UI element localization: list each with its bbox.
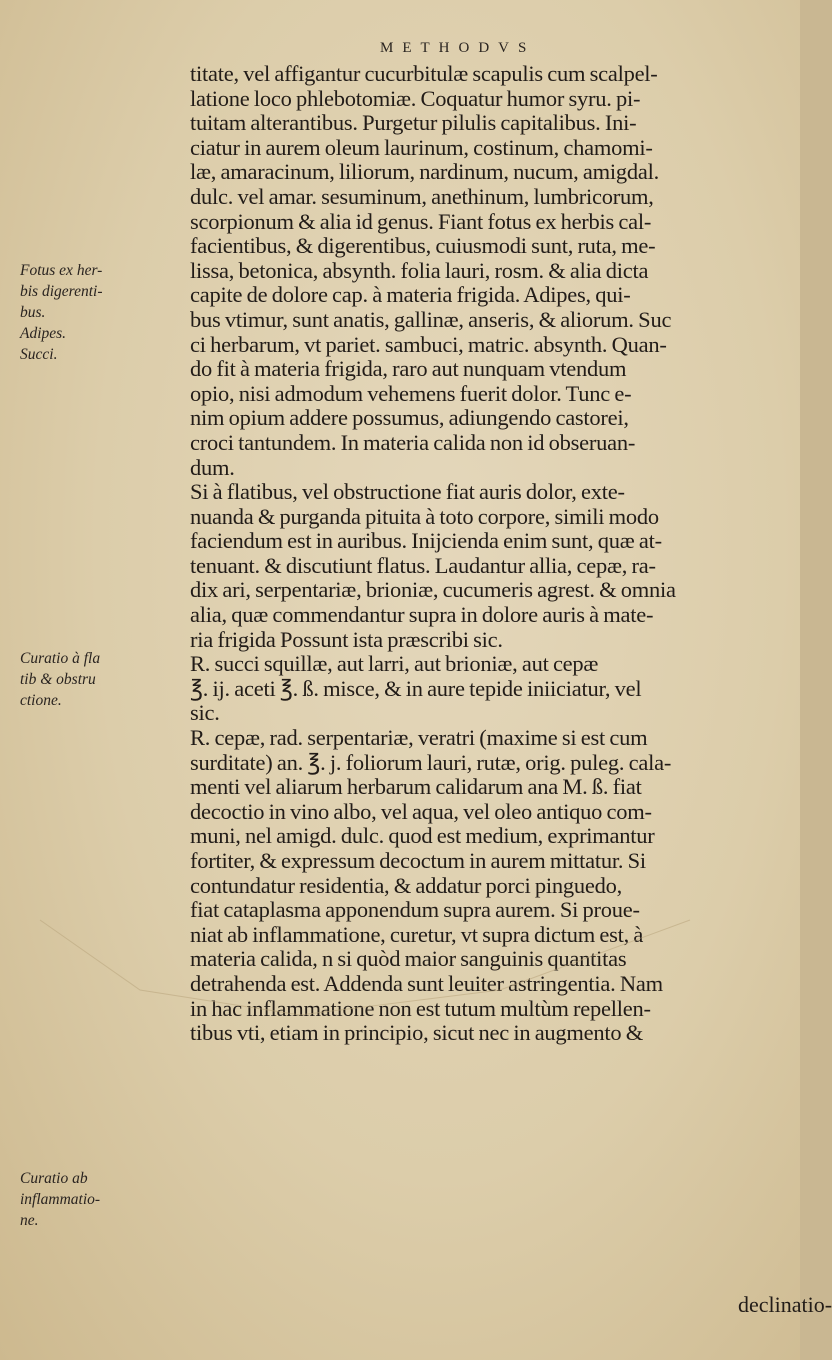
margin-note-line: Succi.	[20, 346, 58, 363]
margin-note-line: tib & obstru	[20, 671, 96, 688]
margin-note-line: inflammatio-	[20, 1191, 101, 1208]
text-line: fortiter, & expressum decoctum in aurem mittatur. Si	[190, 848, 646, 873]
text-line: menti vel aliarum herbarum calidarum ana M. ß. fiat	[190, 774, 642, 800]
body-text	[190, 62, 802, 1046]
text-line: niat ab inflammatione, curetur, vt supra dictum est, à	[190, 921, 644, 947]
running-title: METHODVS	[380, 40, 536, 56]
text-line: tibus vti, etiam in principio, sicut nec in augmento &	[190, 1020, 644, 1046]
text-line: ci herbarum, vt pariet. sambuci, matric. absynth. Quan-	[190, 331, 667, 357]
text-line: do fit à materia frigida, raro aut nunquam vtendum	[190, 356, 627, 382]
text-line: scorpionum & alia id genus. Fiant fotus ex herbis cal-	[190, 208, 652, 234]
text-line: in hac inflammatione non est tutum multùm repellen-	[190, 995, 651, 1021]
margin-note-line: bis digerenti-	[20, 283, 103, 300]
margin-note-line: Curatio à fla	[20, 650, 101, 667]
text-line: R. succi squillæ, aut larri, aut brioniæ, aut cepæ	[190, 651, 599, 677]
margin-note-line: ne.	[20, 1212, 39, 1229]
catchword: declinatio-	[738, 1292, 832, 1317]
text-line: surditate) an. ℥. j. foliorum lauri, rutæ, orig. puleg. cala-	[190, 749, 672, 775]
margin-note-line: bus.	[20, 304, 46, 321]
text-line: tuitam alterantibus. Purgetur pilulis capitalibus. Ini-	[190, 110, 637, 136]
text-line: capite de dolore cap. à materia frigida. Adipes, qui-	[190, 282, 631, 308]
margin-note-fotus	[20, 260, 103, 365]
text-line: læ, amaracinum, liliorum, nardinum, nucum, amigdal.	[190, 159, 660, 185]
margin-note-curatio-inflammatione	[20, 1168, 100, 1231]
margin-note-line: Fotus ex her-	[20, 262, 103, 279]
text-line: ria frigida Possunt ista præscribi sic.	[190, 626, 503, 652]
text-line: faciendum est in auribus. Inijcienda enim sunt, quæ at-	[190, 528, 662, 554]
text-line: tenuant. & discutiunt flatus. Laudantur allia, cepæ, ra-	[190, 552, 656, 578]
text-line: muni, nel amigd. dulc. quod est medium, exprimantur	[190, 823, 655, 849]
text-line: alia, quæ commendantur supra in dolore auris à mate-	[190, 602, 654, 628]
text-line: ℥. ij. aceti ℥. ß. misce, & in aure tepide iniiciatur, vel	[190, 675, 642, 701]
text-line: latione loco phlebotomiæ. Coquatur humor syru. pi-	[190, 85, 641, 111]
margin-note-curatio-flatibus	[20, 648, 100, 711]
text-line: dix ari, serpentariæ, brioniæ, cucumeris agrest. & omnia	[190, 577, 676, 603]
text-line: dulc. vel amar. sesuminum, anethinum, lumbricorum,	[190, 183, 654, 209]
text-line: opio, nisi admodum vehemens fuerit dolor. Tunc e-	[190, 380, 632, 406]
text-line: croci tantundem. In materia calida non id obseruan-	[190, 429, 636, 455]
margin-note-line: ctione.	[20, 692, 62, 709]
text-line: materia calida, n si quòd maior sanguinis quantitas	[190, 946, 627, 972]
text-line: fiat cataplasma apponendum supra aurem. Si proue-	[190, 897, 640, 923]
text-line: lissa, betonica, absynth. folia lauri, rosm. & alia dicta	[190, 257, 649, 283]
text-line: bus vtimur, sunt anatis, gallinæ, anseris, & aliorum. Suc	[190, 306, 672, 332]
text-line: dum.	[190, 454, 235, 480]
text-line: nuanda & purganda pituita à toto corpore, simili modo	[190, 503, 659, 529]
margin-note-line: Adipes.	[20, 325, 67, 342]
text-line: ciatur in aurem oleum laurinum, costinum, chamomi-	[190, 134, 653, 160]
text-line: decoctio in vino albo, vel aqua, vel oleo antiquo com-	[190, 798, 652, 824]
text-line: nim opium addere possumus, adiungendo castorei,	[190, 405, 629, 431]
margin-note-line: Curatio ab	[20, 1170, 88, 1187]
text-line: sic.	[190, 700, 220, 726]
text-line: contundatur residentia, & addatur porci pinguedo,	[190, 872, 622, 898]
text-line: R. cepæ, rad. serpentariæ, veratri (maxime si est cum	[190, 725, 648, 751]
text-line: Si à flatibus, vel obstructione fiat auris dolor, exte-	[190, 479, 625, 505]
text-line: titate, vel affigantur cucurbitulæ scapulis cum scalpel-	[190, 61, 658, 86]
text-line: detrahenda est. Addenda sunt leuiter astringentia. Nam	[190, 970, 663, 996]
text-line: facientibus, & digerentibus, cuiusmodi sunt, ruta, me-	[190, 233, 656, 259]
